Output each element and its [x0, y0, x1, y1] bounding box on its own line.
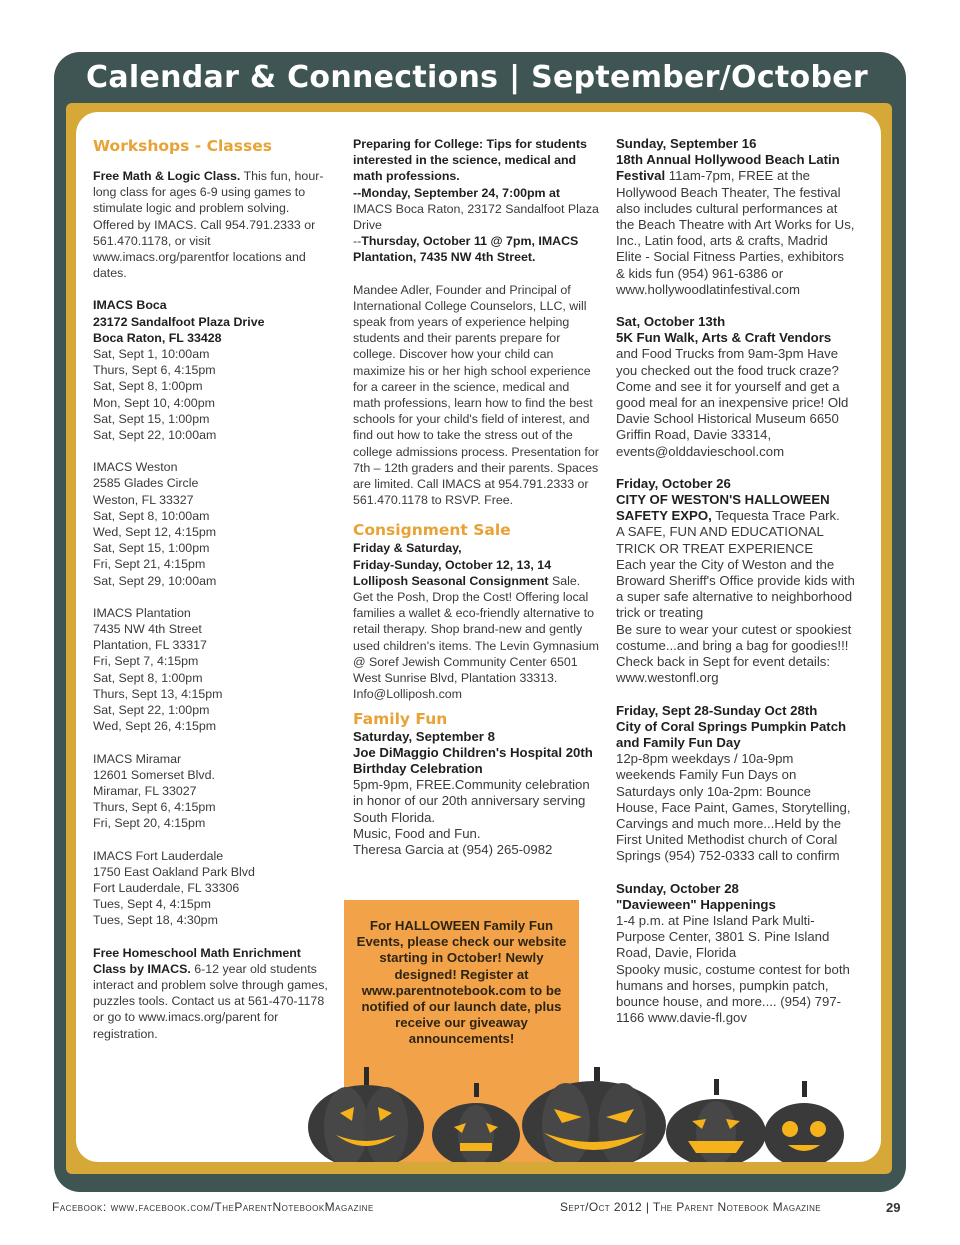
consign-name-line — [353, 573, 599, 589]
college-date-2-prefix: -- — [353, 234, 362, 249]
family-body-1: 5pm-9pm, FREE.Community celebration in honor of our 20th anniversary serving South Florida. — [353, 777, 590, 825]
event-1-date: Sunday, September 16 — [616, 136, 757, 151]
math-class-title: Free Math & Logic Class. — [93, 169, 241, 183]
location-block — [93, 751, 333, 848]
location-line: Fort Lauderdale, FL 33306 — [93, 880, 240, 895]
event-2-body: and Food Trucks from 9am-3pm Have you checked out the food truck craze? Come and see it for yourself and get a good meal for an inexpensive price! Old Davie School Historical Museum 6650 Griffin Road, Davie 33314, events@olddavieschool.com — [616, 346, 849, 459]
location-block — [93, 459, 333, 605]
location-line: Plantation, FL 33317 — [93, 638, 207, 653]
location-line: 1750 East Oakland Park Blvd — [93, 864, 255, 879]
location-line: IMACS Miramar — [93, 751, 182, 766]
location-line: 7435 NW 4th Street — [93, 622, 202, 637]
consign-name-tail: Sale. — [551, 573, 581, 588]
consign-name: Lolliposh Seasonal Consignment — [353, 573, 549, 588]
homeschool-paragraph — [93, 945, 333, 1042]
location-block — [93, 297, 333, 459]
location-line: Wed, Sept 12, 4:15pm — [93, 525, 217, 540]
location-block — [93, 848, 333, 945]
event-5-body-2: Spooky music, costume contest for both humans and horses, pumpkin patch, bounce house, and more.... (954) 797-1166 www.davie-fl.gov — [616, 961, 850, 1026]
math-class-body: This fun, hour-long class for ages 6-9 using games to stimulate logic and problem solving. Offered by IMACS. Call 954.791.2333 or 561.470.1178, or visit www.imacs.org/parentfor locations and dates. — [93, 169, 324, 281]
location-line: 2585 Glades Circle — [93, 476, 199, 491]
location-line: Sat, Sept 15, 1:00pm — [93, 541, 210, 556]
location-line: Sat, Sept 8, 1:00pm — [93, 379, 203, 394]
location-heading-line: IMACS Boca — [93, 298, 167, 313]
college-date-1: --Monday, September 24, 7:00pm at — [353, 185, 561, 200]
location-line: Sat, Sept 8, 1:00pm — [93, 670, 203, 685]
event-2-date: Sat, October 13th — [616, 314, 726, 330]
event-3-body-1: A SAFE, FUN AND EDUCATIONAL TRICK OR TREAT EXPERIENCE — [616, 524, 824, 556]
consign-body: Get the Posh, Drop the Cost! Offering local families a wallet & eco-friendly alternative to retail therapy. Shop brand-new and gently used children's items. The Levin Gymnasium @ Soref Jewish Community Center 6501 West Sunrise Blvd, Plantation 33313. Info@Lolliposh.com — [353, 590, 599, 702]
pumpkin-icon — [522, 1067, 666, 1162]
pumpkin-icon — [308, 1067, 424, 1162]
college-title: Preparing for College: Tips for students interested in the science, medical and math professions. — [353, 137, 587, 184]
footer-facebook: Facebook: www.facebook.com/TheParentNotebookMagazine — [52, 1200, 374, 1214]
pumpkin-icon — [666, 1079, 766, 1162]
family-event: Joe DiMaggio Children's Hospital 20th Birthday Celebration — [353, 744, 593, 776]
event-5-date: Sunday, October 28 — [616, 880, 739, 896]
location-line: Wed, Sept 26, 4:15pm — [93, 719, 217, 734]
column-workshops — [93, 136, 333, 1042]
family-body-2: Music, Food and Fun. — [353, 825, 481, 841]
event-4-body: 12p-8pm weekdays / 10a-9pm weekends Family Fun Days on Saturdays only 10a-2pm: Bounce House, Face Paint, Games, Storytelling, Carvings and much more...Held by the First United Methodist church of Coral Springs (954) 752-0333 call to confirm — [616, 751, 851, 864]
page-number: 29 — [886, 1200, 901, 1215]
location-line: IMACS Fort Lauderdale — [93, 848, 224, 863]
consign-dates-1: Friday & Saturday, — [353, 541, 462, 556]
event-3-date: Friday, October 26 — [616, 475, 731, 491]
location-line: Tues, Sept 4, 4:15pm — [93, 897, 212, 912]
location-line: Sat, Sept 29, 10:00am — [93, 573, 217, 588]
location-line: Tues, Sept 18, 4:30pm — [93, 913, 218, 928]
location-line: Fri, Sept 7, 4:15pm — [93, 654, 199, 669]
page-title: Calendar & Connections | September/October — [86, 60, 868, 95]
family-date: Saturday, September 8 — [353, 728, 495, 744]
location-line: Sat, Sept 15, 1:00pm — [93, 411, 210, 426]
event-1-paragraph — [616, 152, 856, 298]
location-line: Thurs, Sept 6, 4:15pm — [93, 363, 216, 378]
location-list — [93, 297, 333, 944]
homeschool-body: 6-12 year old students interact and problem solve through games, puzzles tools. Contact us at 561-470-1178 or go to www.imacs.org/parent for registration. — [93, 961, 328, 1041]
section-title-consignment: Consignment Sale — [353, 521, 511, 540]
location-line: IMACS Weston — [93, 460, 178, 475]
event-4-title: City of Coral Springs Pumpkin Patch and Family Fun Day — [616, 718, 847, 750]
location-heading-line: Boca Raton, FL 33428 — [93, 330, 222, 345]
column-events — [616, 136, 856, 1026]
event-4-date: Friday, Sept 28-Sunday Oct 28th — [616, 702, 818, 718]
content-panel — [76, 112, 881, 1162]
section-title-family: Family Fun — [353, 709, 448, 728]
college-body: Mandee Adler, Founder and Principal of International College Counselors, LLC, will speak from years of experience helping students and their parents prepare for college. Discover how your child can maximize his or her high school experience for a career in the science, medical and math professions, learn how to find the best schools for your child's field of interest, and find out how to take the stress out of the college admissions process. Presentation for 7th – 12th graders and their parents. Spaces are limited. Call IMACS at 954.791.2333 or 561.470.1178 to RSVP. Free. — [353, 282, 599, 508]
event-3-title: CITY OF WESTON'S HALLOWEEN SAFETY EXPO, — [616, 492, 830, 524]
location-line: Sat, Sept 8, 10:00am — [93, 508, 210, 523]
event-3-body-3: Be sure to wear your cutest or spookiest costume...and bring a bag for goodies!!! Check back in Sept for event details: www.westonfl.org — [616, 621, 852, 686]
location-block — [93, 605, 333, 751]
column-college — [353, 136, 599, 858]
location-line: Thurs, Sept 6, 4:15pm — [93, 800, 216, 815]
event-5-title: "Davieween" Happenings — [616, 896, 776, 912]
footer-issue: Sept/Oct 2012 | The Parent Notebook Magazine — [560, 1200, 821, 1214]
location-line: Miramar, FL 33027 — [93, 783, 197, 798]
homeschool-title: Free Homeschool Math Enrichment Class by IMACS. — [93, 945, 301, 976]
college-location-1: IMACS Boca Raton, 23172 Sandalfoot Plaza Drive — [353, 201, 599, 233]
halloween-promo-text: For HALLOWEEN Family Fun Events, please check our website starting in October! Newly designed! Register at www.parentnotebook.com to be notified of our launch date, plus receive our giveaway announcements! — [356, 918, 567, 1047]
location-line: Weston, FL 33327 — [93, 492, 194, 507]
family-body-3: Theresa Garcia at (954) 265-0982 — [353, 841, 553, 857]
location-line: Fri, Sept 20, 4:15pm — [93, 816, 206, 831]
pumpkin-icon — [432, 1083, 520, 1162]
event-3-paragraph — [616, 492, 856, 524]
location-heading-line: 23172 Sandalfoot Plaza Drive — [93, 314, 265, 329]
college-date-2-line — [353, 233, 599, 265]
pumpkin-icon — [764, 1081, 844, 1162]
event-3-title-tail: Tequesta Trace Park. — [715, 508, 840, 524]
math-class-paragraph — [93, 168, 333, 281]
location-line: Sat, Sept 22, 10:00am — [93, 428, 217, 443]
location-line: Fri, Sept 21, 4:15pm — [93, 557, 206, 572]
college-date-2: Thursday, October 11 @ 7pm, IMACS Plantation, 7435 NW 4th Street. — [353, 234, 579, 265]
section-title-workshops: Workshops - Classes — [93, 137, 272, 155]
event-3-body-2: Each year the City of Weston and the Broward Sheriff's Office provide kids with a super safe alternative to neighborhood trick or treating — [616, 556, 855, 621]
event-1-body: 11am-7pm, FREE at the Hollywood Beach Theater, The festival also includes cultural performances at the Beach Theatre with Art Works for Us, Inc., Latin food, arts & crafts, Madrid Elite - Social Fitness Parties, exhibitors & kids fun (954) 961-6386 or www.hollywoodlatinfestival.com — [616, 168, 855, 297]
location-line: 12601 Somerset Blvd. — [93, 767, 215, 782]
event-1-title: 18th Annual Hollywood Beach Latin Festival — [616, 152, 840, 184]
location-line: Sat, Sept 1, 10:00am — [93, 347, 210, 362]
location-line: Mon, Sept 10, 4:00pm — [93, 395, 215, 410]
location-line: Thurs, Sept 13, 4:15pm — [93, 686, 223, 701]
jack-o-lantern-illustration — [304, 1067, 844, 1162]
event-5-body-1: 1-4 p.m. at Pine Island Park Multi-Purpose Center, 3801 S. Pine Island Road, Davie, Florida — [616, 912, 830, 961]
event-2-title: 5K Fun Walk, Arts & Craft Vendors — [616, 330, 832, 346]
location-line: Sat, Sept 22, 1:00pm — [93, 703, 210, 718]
consign-dates-2: Friday-Sunday, October 12, 13, 14 — [353, 557, 552, 572]
location-line: IMACS Plantation — [93, 605, 191, 620]
